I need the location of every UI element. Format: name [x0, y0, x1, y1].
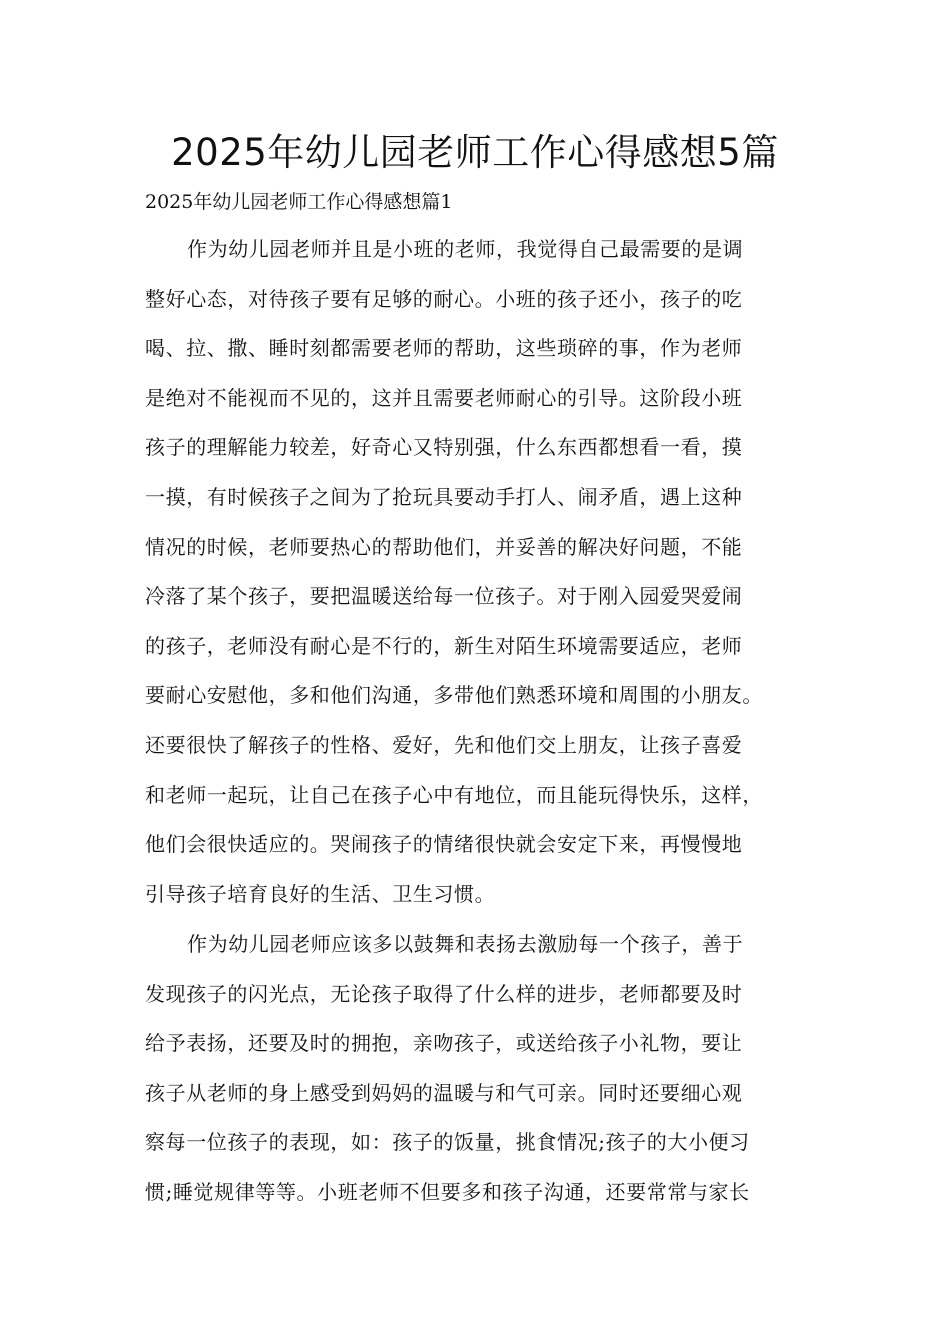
paragraph-line: 一摸，有时候孩子之间为了抢玩具要动手打人、闹矛盾，遇上这种 — [145, 484, 743, 509]
paragraph-line: 孩子从老师的身上感受到妈妈的温暖与和气可亲。同时还要细心观 — [145, 1080, 743, 1105]
paragraph-1 — [145, 225, 815, 919]
paragraph-2 — [145, 920, 815, 1218]
paragraph-line: 惯;睡觉规律等等。小班老师不但要多和孩子沟通，还要常常与家长 — [145, 1179, 750, 1204]
paragraph-line: 的孩子，老师没有耐心是不行的，新生对陌生环境需要适应，老师 — [145, 633, 743, 658]
paragraph-line: 还要很快了解孩子的性格、爱好，先和他们交上朋友，让孩子喜爱 — [145, 732, 743, 757]
paragraph-line: 喝、拉、撒、睡时刻都需要老师的帮助，这些琐碎的事，作为老师 — [145, 336, 743, 361]
paragraph-line: 作为幼儿园老师并且是小班的老师，我觉得自己最需要的是调 — [187, 237, 744, 261]
paragraph-line: 和老师一起玩，让自己在孩子心中有地位，而且能玩得快乐，这样， — [145, 782, 763, 807]
section-heading: 2025年幼儿园老师工作心得感想篇1 — [145, 191, 453, 213]
paragraph-line: 情况的时候，老师要热心的帮助他们，并妥善的解决好问题，不能 — [145, 534, 743, 559]
document-title: 2025年幼儿园老师工作心得感想5篇 — [171, 131, 779, 174]
paragraph-line: 察每一位孩子的表现，如：孩子的饭量，挑食情况;孩子的大小便习 — [145, 1130, 750, 1155]
paragraph-line: 给予表扬，还要及时的拥抱，亲吻孩子，或送给孩子小礼物，要让 — [145, 1031, 743, 1056]
paragraph-line: 是绝对不能视而不见的，这并且需要老师耐心的引导。这阶段小班 — [145, 385, 743, 410]
paragraph-line: 发现孩子的闪光点，无论孩子取得了什么样的进步，老师都要及时 — [145, 981, 743, 1006]
paragraph-line: 他们会很快适应的。哭闹孩子的情绪很快就会安定下来，再慢慢地 — [145, 832, 743, 857]
paragraph-line: 要耐心安慰他，多和他们沟通，多带他们熟悉环境和周围的小朋友。 — [145, 683, 763, 708]
paragraph-line: 整好心态，对待孩子要有足够的耐心。小班的孩子还小，孩子的吃 — [145, 286, 743, 311]
paragraph-line: 孩子的理解能力较差，好奇心又特别强，什么东西都想看一看，摸 — [145, 435, 743, 460]
paragraph-line: 冷落了某个孩子，要把温暖送给每一位孩子。对于刚入园爱哭爱闹 — [145, 584, 743, 609]
paragraph-line: 引导孩子培育良好的生活、卫生习惯。 — [145, 881, 496, 906]
paragraph-line: 作为幼儿园老师应该多以鼓舞和表扬去激励每一个孩子，善于 — [187, 932, 744, 956]
